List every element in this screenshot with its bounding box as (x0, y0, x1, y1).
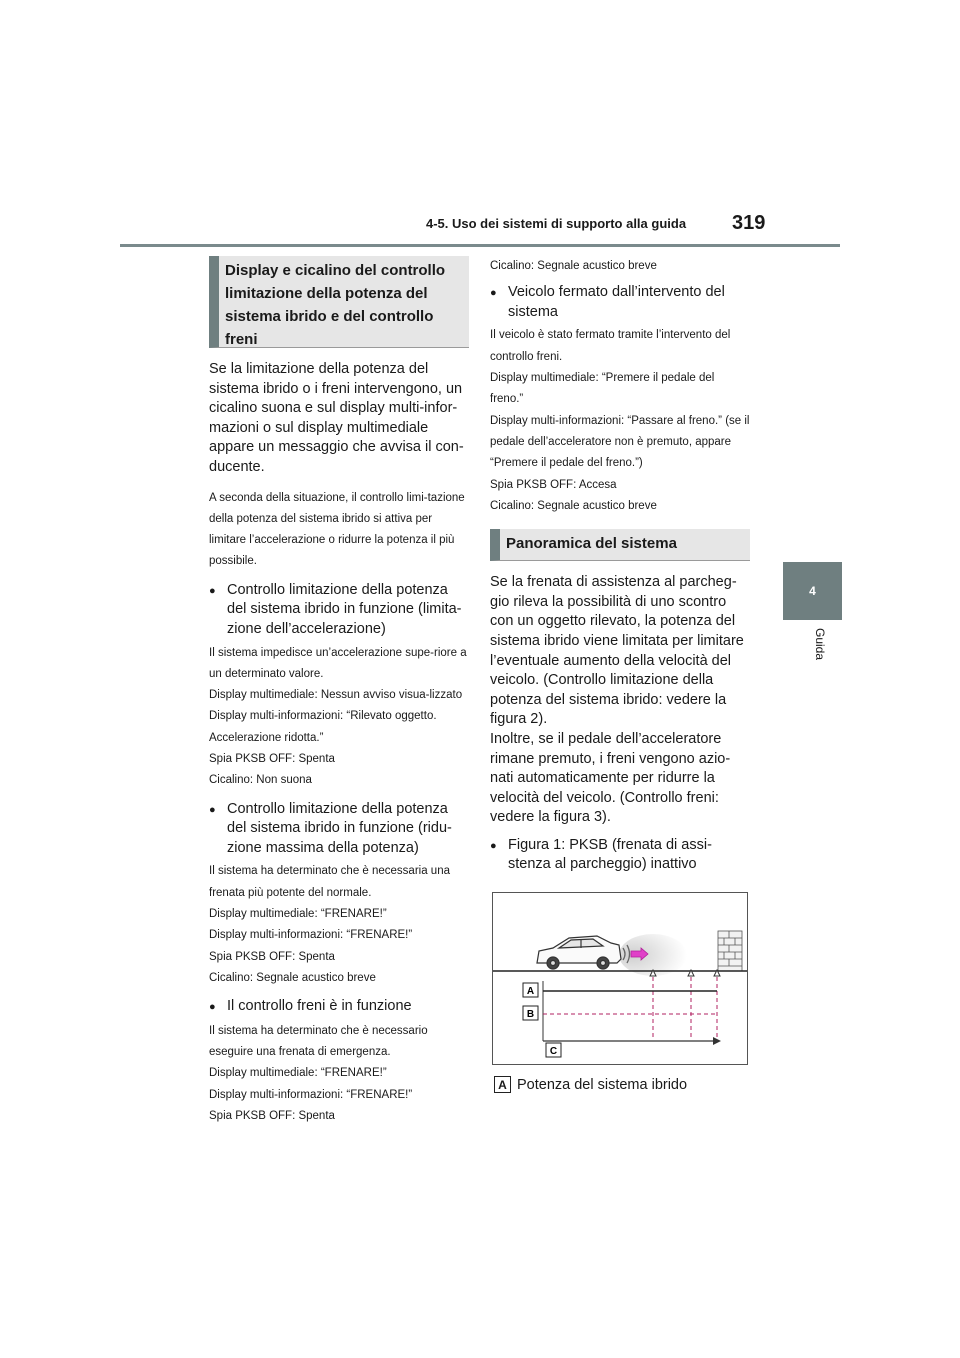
bullet-limit-acceleration (209, 581, 469, 640)
bullet-dot: ● (490, 839, 497, 852)
left-column (209, 256, 469, 1127)
label-c: C (549, 1046, 558, 1057)
intro-note: A seconda della situazione, il controllo limi-tazione della potenza del sistema ibrido si attiva per limitare l’accelerazione o ridurre la potenza il più possibile. (209, 491, 465, 568)
detail-line: Display multi-informazioni: “Rilevato oggetto. Accelerazione ridotta.” (209, 710, 437, 744)
brick-wall (718, 931, 742, 971)
detail-line: Spia PKSB OFF: Accesa (490, 478, 617, 491)
detail-line: Cicalino: Segnale acustico breve (490, 499, 657, 512)
detail-line: Il sistema impedisce un’accelerazione supe-riore a un determinato valore. (209, 646, 467, 680)
event-lines (653, 977, 717, 1038)
detail-line: Spia PKSB OFF: Spenta (209, 950, 335, 963)
axis-arrowhead (713, 1037, 721, 1045)
bullet-dot: ● (209, 584, 216, 597)
chapter-number: 4 (809, 584, 816, 598)
chapter-label: Guida (813, 628, 827, 661)
label-b: B (526, 1009, 535, 1020)
legend-text: Potenza del sistema ibrido (517, 1076, 688, 1093)
detail-line: Spia PKSB OFF: Spenta (209, 1109, 335, 1122)
detail-line: Display multimediale: “Premere il pedale del freno.” (490, 372, 715, 406)
bullet-vehicle-stopped (490, 283, 750, 322)
overview-paragraph: Se la frenata di assistenza al parcheg-gio rileva la possibilità di uno scontro con un oggetto rilevato, la potenza del sistema ibrido viene limitata per limitare l’eventuale aumento della velocità del veicolo. (Controllo limitazione della potenza del sistema ibrido: vedere la figura 2). (490, 574, 744, 728)
legend-letter: A (494, 1076, 511, 1093)
bullet-dot: ● (209, 1001, 216, 1014)
bullet-figure-1 (490, 836, 750, 875)
section-heading-overview: Panoramica del sistema (490, 529, 750, 561)
figure-illustration (493, 893, 747, 1064)
figure-pksb-inactive (492, 892, 748, 1065)
bullet-title: Controllo limitazione della potenza del sistema ibrido in funzione (ridu-zione massima della potenza) (227, 800, 452, 856)
detail-line: Display multimediale: Nessun avviso visua-lizzato (209, 689, 463, 702)
page-number: 319 (732, 212, 766, 234)
detail-line: Display multimediale: “FRENARE!” (209, 907, 387, 920)
detail-line: Il sistema ha determinato che è necessario eseguire una frenata di emergenza. (209, 1024, 428, 1059)
detail-line: Display multimediale: “FRENARE!” (209, 1067, 387, 1080)
intro-paragraph: Se la limitazione della potenza del sistema ibrido o i freni intervengono, un cicalino suona e sul display multi-infor-mazioni o sul display multimediale appare un messaggio che avvisa il con-ducente. (209, 361, 464, 475)
bullet-title: Veicolo fermato dall’intervento del sistema (508, 284, 725, 320)
label-a: A (526, 986, 535, 997)
bullet-title: Figura 1: PKSB (frenata di assi-stenza al parcheggio) inattivo (508, 836, 712, 873)
detail-line: Display multi-informazioni: “FRENARE!” (209, 1088, 413, 1101)
figure-legend-a (494, 1076, 687, 1093)
detail-line: Cicalino: Non suona (209, 774, 312, 787)
bullet-dot: ● (209, 803, 216, 816)
bullet-max-power-reduction (209, 800, 469, 859)
car-icon (537, 936, 621, 969)
header-rule (120, 244, 840, 247)
detail-line: Display multi-informazioni: “FRENARE!” (209, 929, 413, 942)
detail-line: Il veicolo è stato fermato tramite l’intervento del controllo freni. (490, 329, 731, 363)
detail-line: Il sistema ha determinato che è necessaria una frenata più potente del normale. (209, 865, 450, 899)
detail-line: Spia PKSB OFF: Spenta (209, 753, 335, 766)
detail-line: Cicalino: Segnale acustico breve (209, 971, 376, 984)
section-heading-display: Display e cicalino del controllo limitazione della potenza del sistema ibrido e del controllo freni (209, 256, 469, 348)
bullet-title: Controllo limitazione della potenza del sistema ibrido in funzione (limita-zione dell’accelerazione) (227, 581, 462, 637)
detail-line: Cicalino: Segnale acustico breve (490, 260, 657, 272)
bullet-brake-control (209, 997, 469, 1018)
right-column (490, 256, 750, 875)
bullet-title: Il controllo freni è in funzione (227, 998, 412, 1015)
chapter-tab (783, 562, 842, 620)
overview-paragraph-2: Inoltre, se il pedale dell’acceleratore rimane premuto, i freni vengono azio-nati automaticamente per ridurre la velocità del veicolo. (Controllo freni: vedere la figura 3). (490, 730, 731, 826)
bullet-dot: ● (490, 287, 497, 300)
detail-line: Display multi-informazioni: “Passare al freno.” (se il pedale dell’acceleratore non è premuto, appare “Premere il pedale del freno.”) (490, 414, 750, 470)
section-title: 4-5. Uso dei sistemi di supporto alla guida (426, 216, 687, 231)
